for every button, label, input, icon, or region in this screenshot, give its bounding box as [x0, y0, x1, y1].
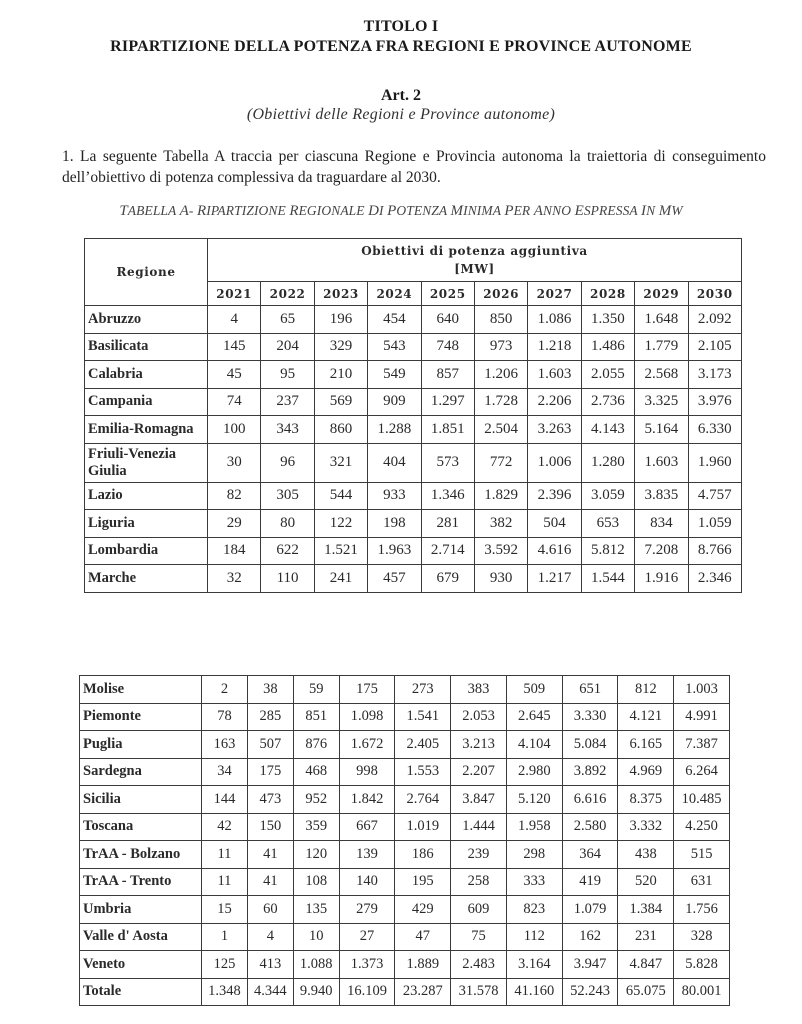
region-name: Marche — [85, 565, 208, 593]
value-cell-2021: 15 — [202, 896, 248, 924]
value-cell-2026: 31.578 — [451, 978, 507, 1006]
value-cell-2025: 281 — [421, 510, 474, 538]
value-cell-2025: 573 — [421, 443, 474, 482]
value-cell-2023: 876 — [293, 731, 339, 759]
value-cell-2030: 4.250 — [674, 813, 730, 841]
value-cell-2024: 457 — [368, 565, 421, 593]
value-cell-2026: 1.206 — [474, 361, 527, 389]
value-cell-2030: 328 — [674, 923, 730, 951]
value-cell-2030: 3.173 — [688, 361, 741, 389]
region-name: Piemonte — [80, 703, 202, 731]
article-number: Art. 2 — [381, 87, 421, 104]
value-cell-2028: 2.736 — [581, 388, 634, 416]
value-cell-2026: 1.829 — [474, 482, 527, 510]
region-name: Molise — [80, 676, 202, 704]
table-row — [80, 868, 730, 896]
value-cell-2025: 273 — [395, 676, 451, 704]
value-cell-2029: 8.375 — [618, 786, 674, 814]
value-cell-2024: 198 — [368, 510, 421, 538]
value-cell-2030: 2.346 — [688, 565, 741, 593]
value-cell-2030: 515 — [674, 841, 730, 869]
value-cell-2027: 5.120 — [506, 786, 562, 814]
value-cell-2027: 112 — [506, 923, 562, 951]
value-cell-2030: 4.991 — [674, 703, 730, 731]
value-cell-2030: 3.976 — [688, 388, 741, 416]
table-row — [85, 306, 742, 334]
table-row — [85, 443, 742, 482]
value-cell-2024: 998 — [339, 758, 395, 786]
table-row — [80, 703, 730, 731]
value-cell-2029: 1.916 — [635, 565, 688, 593]
value-cell-2027: 2.206 — [528, 388, 581, 416]
value-cell-2025: 640 — [421, 306, 474, 334]
year-header-2021: 2021 — [208, 282, 261, 306]
value-cell-2023: 210 — [314, 361, 367, 389]
value-cell-2022: 41 — [247, 868, 293, 896]
table-row — [85, 482, 742, 510]
region-name: TrAA - Trento — [80, 868, 202, 896]
value-cell-2029: 3.332 — [618, 813, 674, 841]
value-cell-2022: 305 — [261, 482, 314, 510]
table-row — [80, 951, 730, 979]
value-cell-2029: 834 — [635, 510, 688, 538]
value-cell-2028: 651 — [562, 676, 618, 704]
value-cell-2029: 520 — [618, 868, 674, 896]
value-cell-2025: 1.297 — [421, 388, 474, 416]
value-cell-2030: 1.003 — [674, 676, 730, 704]
value-cell-2029: 438 — [618, 841, 674, 869]
region-name: Liguria — [85, 510, 208, 538]
value-cell-2029: 231 — [618, 923, 674, 951]
table-row — [85, 333, 742, 361]
value-cell-2021: 145 — [208, 333, 261, 361]
value-cell-2022: 343 — [261, 416, 314, 444]
value-cell-2026: 1.728 — [474, 388, 527, 416]
value-cell-2025: 857 — [421, 361, 474, 389]
value-cell-2029: 6.165 — [618, 731, 674, 759]
value-cell-2027: 333 — [506, 868, 562, 896]
regional-power-table-part2 — [79, 675, 730, 1006]
value-cell-2023: 569 — [314, 388, 367, 416]
region-name: Emilia-Romagna — [85, 416, 208, 444]
table-row — [80, 786, 730, 814]
value-cell-2023: 10 — [293, 923, 339, 951]
value-cell-2027: 1.006 — [528, 443, 581, 482]
value-cell-2023: 851 — [293, 703, 339, 731]
value-cell-2027: 4.616 — [528, 537, 581, 565]
value-cell-2030: 631 — [674, 868, 730, 896]
value-cell-2024: 16.109 — [339, 978, 395, 1006]
value-cell-2027: 4.104 — [506, 731, 562, 759]
table-row — [80, 676, 730, 704]
value-cell-2021: 32 — [208, 565, 261, 593]
value-cell-2027: 1.218 — [528, 333, 581, 361]
table-caption-text: TABELLA A- RIPARTIZIONE REGIONALE DI POTENZA MINIMA PER ANNO ESPRESSA IN MW — [119, 203, 683, 219]
region-name: Friuli-Venezia Giulia — [85, 443, 208, 482]
region-name: Valle d' Aosta — [80, 923, 202, 951]
value-cell-2028: 3.892 — [562, 758, 618, 786]
value-cell-2024: 1.373 — [339, 951, 395, 979]
value-cell-2021: 74 — [208, 388, 261, 416]
value-cell-2026: 2.483 — [451, 951, 507, 979]
value-cell-2026: 772 — [474, 443, 527, 482]
value-cell-2027: 2.980 — [506, 758, 562, 786]
table-row — [80, 841, 730, 869]
value-cell-2029: 2.568 — [635, 361, 688, 389]
value-cell-2028: 6.616 — [562, 786, 618, 814]
table-caption — [0, 203, 802, 220]
value-cell-2024: 454 — [368, 306, 421, 334]
region-name: Sardegna — [80, 758, 202, 786]
value-cell-2021: 34 — [202, 758, 248, 786]
value-cell-2023: 241 — [314, 565, 367, 593]
year-header-2022: 2022 — [261, 282, 314, 306]
value-cell-2025: 1.346 — [421, 482, 474, 510]
region-name: Calabria — [85, 361, 208, 389]
region-name: Totale — [80, 978, 202, 1006]
value-cell-2030: 10.485 — [674, 786, 730, 814]
value-cell-2027: 3.164 — [506, 951, 562, 979]
year-header-2027: 2027 — [528, 282, 581, 306]
value-cell-2030: 1.960 — [688, 443, 741, 482]
value-cell-2021: 184 — [208, 537, 261, 565]
value-cell-2029: 7.208 — [635, 537, 688, 565]
value-cell-2026: 258 — [451, 868, 507, 896]
value-cell-2021: 144 — [202, 786, 248, 814]
value-cell-2025: 679 — [421, 565, 474, 593]
table-row — [85, 565, 742, 593]
value-cell-2029: 5.164 — [635, 416, 688, 444]
value-cell-2026: 609 — [451, 896, 507, 924]
value-cell-2027: 2.645 — [506, 703, 562, 731]
value-cell-2023: 122 — [314, 510, 367, 538]
value-cell-2024: 933 — [368, 482, 421, 510]
value-cell-2023: 1.088 — [293, 951, 339, 979]
value-cell-2023: 9.940 — [293, 978, 339, 1006]
value-cell-2021: 82 — [208, 482, 261, 510]
value-cell-2026: 2.053 — [451, 703, 507, 731]
value-cell-2028: 1.079 — [562, 896, 618, 924]
value-cell-2029: 1.384 — [618, 896, 674, 924]
value-cell-2028: 653 — [581, 510, 634, 538]
value-cell-2026: 239 — [451, 841, 507, 869]
year-header-2028: 2028 — [581, 282, 634, 306]
value-cell-2025: 1.553 — [395, 758, 451, 786]
region-name: Puglia — [80, 731, 202, 759]
value-cell-2028: 2.055 — [581, 361, 634, 389]
value-cell-2021: 163 — [202, 731, 248, 759]
value-cell-2030: 1.059 — [688, 510, 741, 538]
value-cell-2027: 823 — [506, 896, 562, 924]
value-cell-2021: 29 — [208, 510, 261, 538]
value-cell-2029: 65.075 — [618, 978, 674, 1006]
value-cell-2030: 4.757 — [688, 482, 741, 510]
table-row — [80, 923, 730, 951]
value-cell-2026: 850 — [474, 306, 527, 334]
table-row — [80, 731, 730, 759]
value-cell-2024: 1.288 — [368, 416, 421, 444]
value-cell-2024: 909 — [368, 388, 421, 416]
value-cell-2028: 1.486 — [581, 333, 634, 361]
region-name: Campania — [85, 388, 208, 416]
value-cell-2025: 748 — [421, 333, 474, 361]
year-header-2025: 2025 — [421, 282, 474, 306]
value-cell-2027: 504 — [528, 510, 581, 538]
region-name: Veneto — [80, 951, 202, 979]
value-cell-2030: 5.828 — [674, 951, 730, 979]
value-cell-2026: 3.213 — [451, 731, 507, 759]
value-cell-2027: 509 — [506, 676, 562, 704]
year-header-2030: 2030 — [688, 282, 741, 306]
value-cell-2026: 3.847 — [451, 786, 507, 814]
region-name: TrAA - Bolzano — [80, 841, 202, 869]
value-cell-2026: 382 — [474, 510, 527, 538]
value-cell-2028: 5.812 — [581, 537, 634, 565]
value-cell-2021: 125 — [202, 951, 248, 979]
value-cell-2025: 2.405 — [395, 731, 451, 759]
year-header-2023: 2023 — [314, 282, 367, 306]
value-cell-2024: 279 — [339, 896, 395, 924]
value-cell-2022: 507 — [247, 731, 293, 759]
value-cell-2027: 3.263 — [528, 416, 581, 444]
value-cell-2023: 544 — [314, 482, 367, 510]
value-cell-2021: 78 — [202, 703, 248, 731]
value-cell-2024: 667 — [339, 813, 395, 841]
value-cell-2027: 1.086 — [528, 306, 581, 334]
value-cell-2021: 4 — [208, 306, 261, 334]
article-paragraph: 1. La seguente Tabella A traccia per ciascuna Regione e Provincia autonoma la traiettoria di conseguimento dell’obiettivo di potenza complessiva da traguardare al 2030. — [62, 148, 766, 186]
title-heading: TITOLO I — [363, 18, 439, 35]
value-cell-2025: 429 — [395, 896, 451, 924]
value-cell-2025: 1.541 — [395, 703, 451, 731]
article-subtitle: (Obiettivi delle Regioni e Province autonome) — [246, 106, 556, 123]
value-cell-2022: 38 — [247, 676, 293, 704]
value-cell-2030: 6.264 — [674, 758, 730, 786]
value-cell-2030: 80.001 — [674, 978, 730, 1006]
value-cell-2028: 1.544 — [581, 565, 634, 593]
value-cell-2023: 329 — [314, 333, 367, 361]
value-cell-2028: 4.143 — [581, 416, 634, 444]
value-cell-2029: 4.847 — [618, 951, 674, 979]
region-name: Sicilia — [80, 786, 202, 814]
value-cell-2028: 3.330 — [562, 703, 618, 731]
value-cell-2027: 2.396 — [528, 482, 581, 510]
value-cell-2022: 413 — [247, 951, 293, 979]
value-cell-2025: 186 — [395, 841, 451, 869]
table-row — [85, 416, 742, 444]
value-cell-2030: 8.766 — [688, 537, 741, 565]
value-cell-2023: 135 — [293, 896, 339, 924]
value-cell-2027: 1.603 — [528, 361, 581, 389]
value-cell-2026: 2.504 — [474, 416, 527, 444]
table-row — [85, 537, 742, 565]
value-cell-2021: 2 — [202, 676, 248, 704]
value-cell-2023: 321 — [314, 443, 367, 482]
value-cell-2023: 120 — [293, 841, 339, 869]
value-cell-2021: 1 — [202, 923, 248, 951]
value-cell-2030: 2.105 — [688, 333, 741, 361]
value-cell-2021: 30 — [208, 443, 261, 482]
table-row — [85, 510, 742, 538]
value-cell-2025: 2.714 — [421, 537, 474, 565]
table-row — [80, 896, 730, 924]
value-cell-2023: 860 — [314, 416, 367, 444]
value-cell-2025: 195 — [395, 868, 451, 896]
table-row — [85, 388, 742, 416]
value-cell-2023: 59 — [293, 676, 339, 704]
value-cell-2029: 1.603 — [635, 443, 688, 482]
value-cell-2028: 3.947 — [562, 951, 618, 979]
value-cell-2030: 6.330 — [688, 416, 741, 444]
value-cell-2028: 3.059 — [581, 482, 634, 510]
value-cell-2026: 1.444 — [451, 813, 507, 841]
year-header-2026: 2026 — [474, 282, 527, 306]
table-row — [80, 978, 730, 1006]
objectives-group-header — [208, 239, 742, 282]
table-row — [85, 361, 742, 389]
value-cell-2021: 1.348 — [202, 978, 248, 1006]
value-cell-2030: 7.387 — [674, 731, 730, 759]
value-cell-2025: 1.889 — [395, 951, 451, 979]
region-name: Lazio — [85, 482, 208, 510]
region-name: Lombardia — [85, 537, 208, 565]
value-cell-2026: 75 — [451, 923, 507, 951]
value-cell-2028: 2.580 — [562, 813, 618, 841]
region-name: Basilicata — [85, 333, 208, 361]
value-cell-2025: 23.287 — [395, 978, 451, 1006]
value-cell-2022: 473 — [247, 786, 293, 814]
value-cell-2025: 1.851 — [421, 416, 474, 444]
value-cell-2024: 140 — [339, 868, 395, 896]
value-cell-2029: 3.325 — [635, 388, 688, 416]
value-cell-2022: 4.344 — [247, 978, 293, 1006]
value-cell-2023: 108 — [293, 868, 339, 896]
value-cell-2029: 3.835 — [635, 482, 688, 510]
value-cell-2021: 11 — [202, 868, 248, 896]
region-column-header: Regione — [85, 239, 208, 306]
value-cell-2024: 27 — [339, 923, 395, 951]
value-cell-2026: 930 — [474, 565, 527, 593]
value-cell-2022: 110 — [261, 565, 314, 593]
value-cell-2024: 139 — [339, 841, 395, 869]
value-cell-2023: 952 — [293, 786, 339, 814]
region-name: Abruzzo — [85, 306, 208, 334]
value-cell-2022: 4 — [247, 923, 293, 951]
value-cell-2022: 150 — [247, 813, 293, 841]
value-cell-2025: 47 — [395, 923, 451, 951]
value-cell-2027: 1.958 — [506, 813, 562, 841]
value-cell-2024: 543 — [368, 333, 421, 361]
region-name: Toscana — [80, 813, 202, 841]
value-cell-2028: 5.084 — [562, 731, 618, 759]
value-cell-2029: 1.648 — [635, 306, 688, 334]
value-cell-2028: 1.350 — [581, 306, 634, 334]
year-header-2029: 2029 — [635, 282, 688, 306]
value-cell-2025: 2.764 — [395, 786, 451, 814]
value-cell-2024: 175 — [339, 676, 395, 704]
year-header-2024: 2024 — [368, 282, 421, 306]
regional-power-table-part1 — [84, 238, 742, 593]
value-cell-2028: 1.280 — [581, 443, 634, 482]
value-cell-2028: 419 — [562, 868, 618, 896]
value-cell-2029: 4.121 — [618, 703, 674, 731]
value-cell-2027: 1.217 — [528, 565, 581, 593]
value-cell-2021: 11 — [202, 841, 248, 869]
value-cell-2026: 973 — [474, 333, 527, 361]
value-cell-2022: 285 — [247, 703, 293, 731]
value-cell-2030: 2.092 — [688, 306, 741, 334]
table-row — [80, 758, 730, 786]
value-cell-2023: 468 — [293, 758, 339, 786]
value-cell-2022: 65 — [261, 306, 314, 334]
value-cell-2024: 549 — [368, 361, 421, 389]
value-cell-2024: 404 — [368, 443, 421, 482]
value-cell-2029: 1.779 — [635, 333, 688, 361]
value-cell-2027: 298 — [506, 841, 562, 869]
objectives-header-line2: [MW] — [454, 262, 495, 276]
value-cell-2023: 359 — [293, 813, 339, 841]
value-cell-2025: 1.019 — [395, 813, 451, 841]
value-cell-2027: 41.160 — [506, 978, 562, 1006]
value-cell-2022: 237 — [261, 388, 314, 416]
value-cell-2026: 3.592 — [474, 537, 527, 565]
value-cell-2029: 4.969 — [618, 758, 674, 786]
value-cell-2022: 96 — [261, 443, 314, 482]
value-cell-2022: 95 — [261, 361, 314, 389]
value-cell-2028: 364 — [562, 841, 618, 869]
value-cell-2024: 1.098 — [339, 703, 395, 731]
value-cell-2022: 80 — [261, 510, 314, 538]
objectives-header-line1: Obiettivi di potenza aggiuntiva — [361, 244, 588, 258]
value-cell-2028: 52.243 — [562, 978, 618, 1006]
value-cell-2023: 1.521 — [314, 537, 367, 565]
value-cell-2022: 60 — [247, 896, 293, 924]
value-cell-2022: 622 — [261, 537, 314, 565]
value-cell-2029: 812 — [618, 676, 674, 704]
value-cell-2021: 45 — [208, 361, 261, 389]
value-cell-2021: 42 — [202, 813, 248, 841]
value-cell-2024: 1.842 — [339, 786, 395, 814]
value-cell-2026: 383 — [451, 676, 507, 704]
value-cell-2028: 162 — [562, 923, 618, 951]
value-cell-2030: 1.756 — [674, 896, 730, 924]
value-cell-2023: 196 — [314, 306, 367, 334]
value-cell-2026: 2.207 — [451, 758, 507, 786]
title-subheading: RIPARTIZIONE DELLA POTENZA FRA REGIONI E PROVINCE AUTONOME — [110, 38, 692, 55]
value-cell-2024: 1.672 — [339, 731, 395, 759]
region-name: Umbria — [80, 896, 202, 924]
value-cell-2024: 1.963 — [368, 537, 421, 565]
value-cell-2022: 204 — [261, 333, 314, 361]
value-cell-2022: 175 — [247, 758, 293, 786]
table-row — [80, 813, 730, 841]
value-cell-2022: 41 — [247, 841, 293, 869]
value-cell-2021: 100 — [208, 416, 261, 444]
